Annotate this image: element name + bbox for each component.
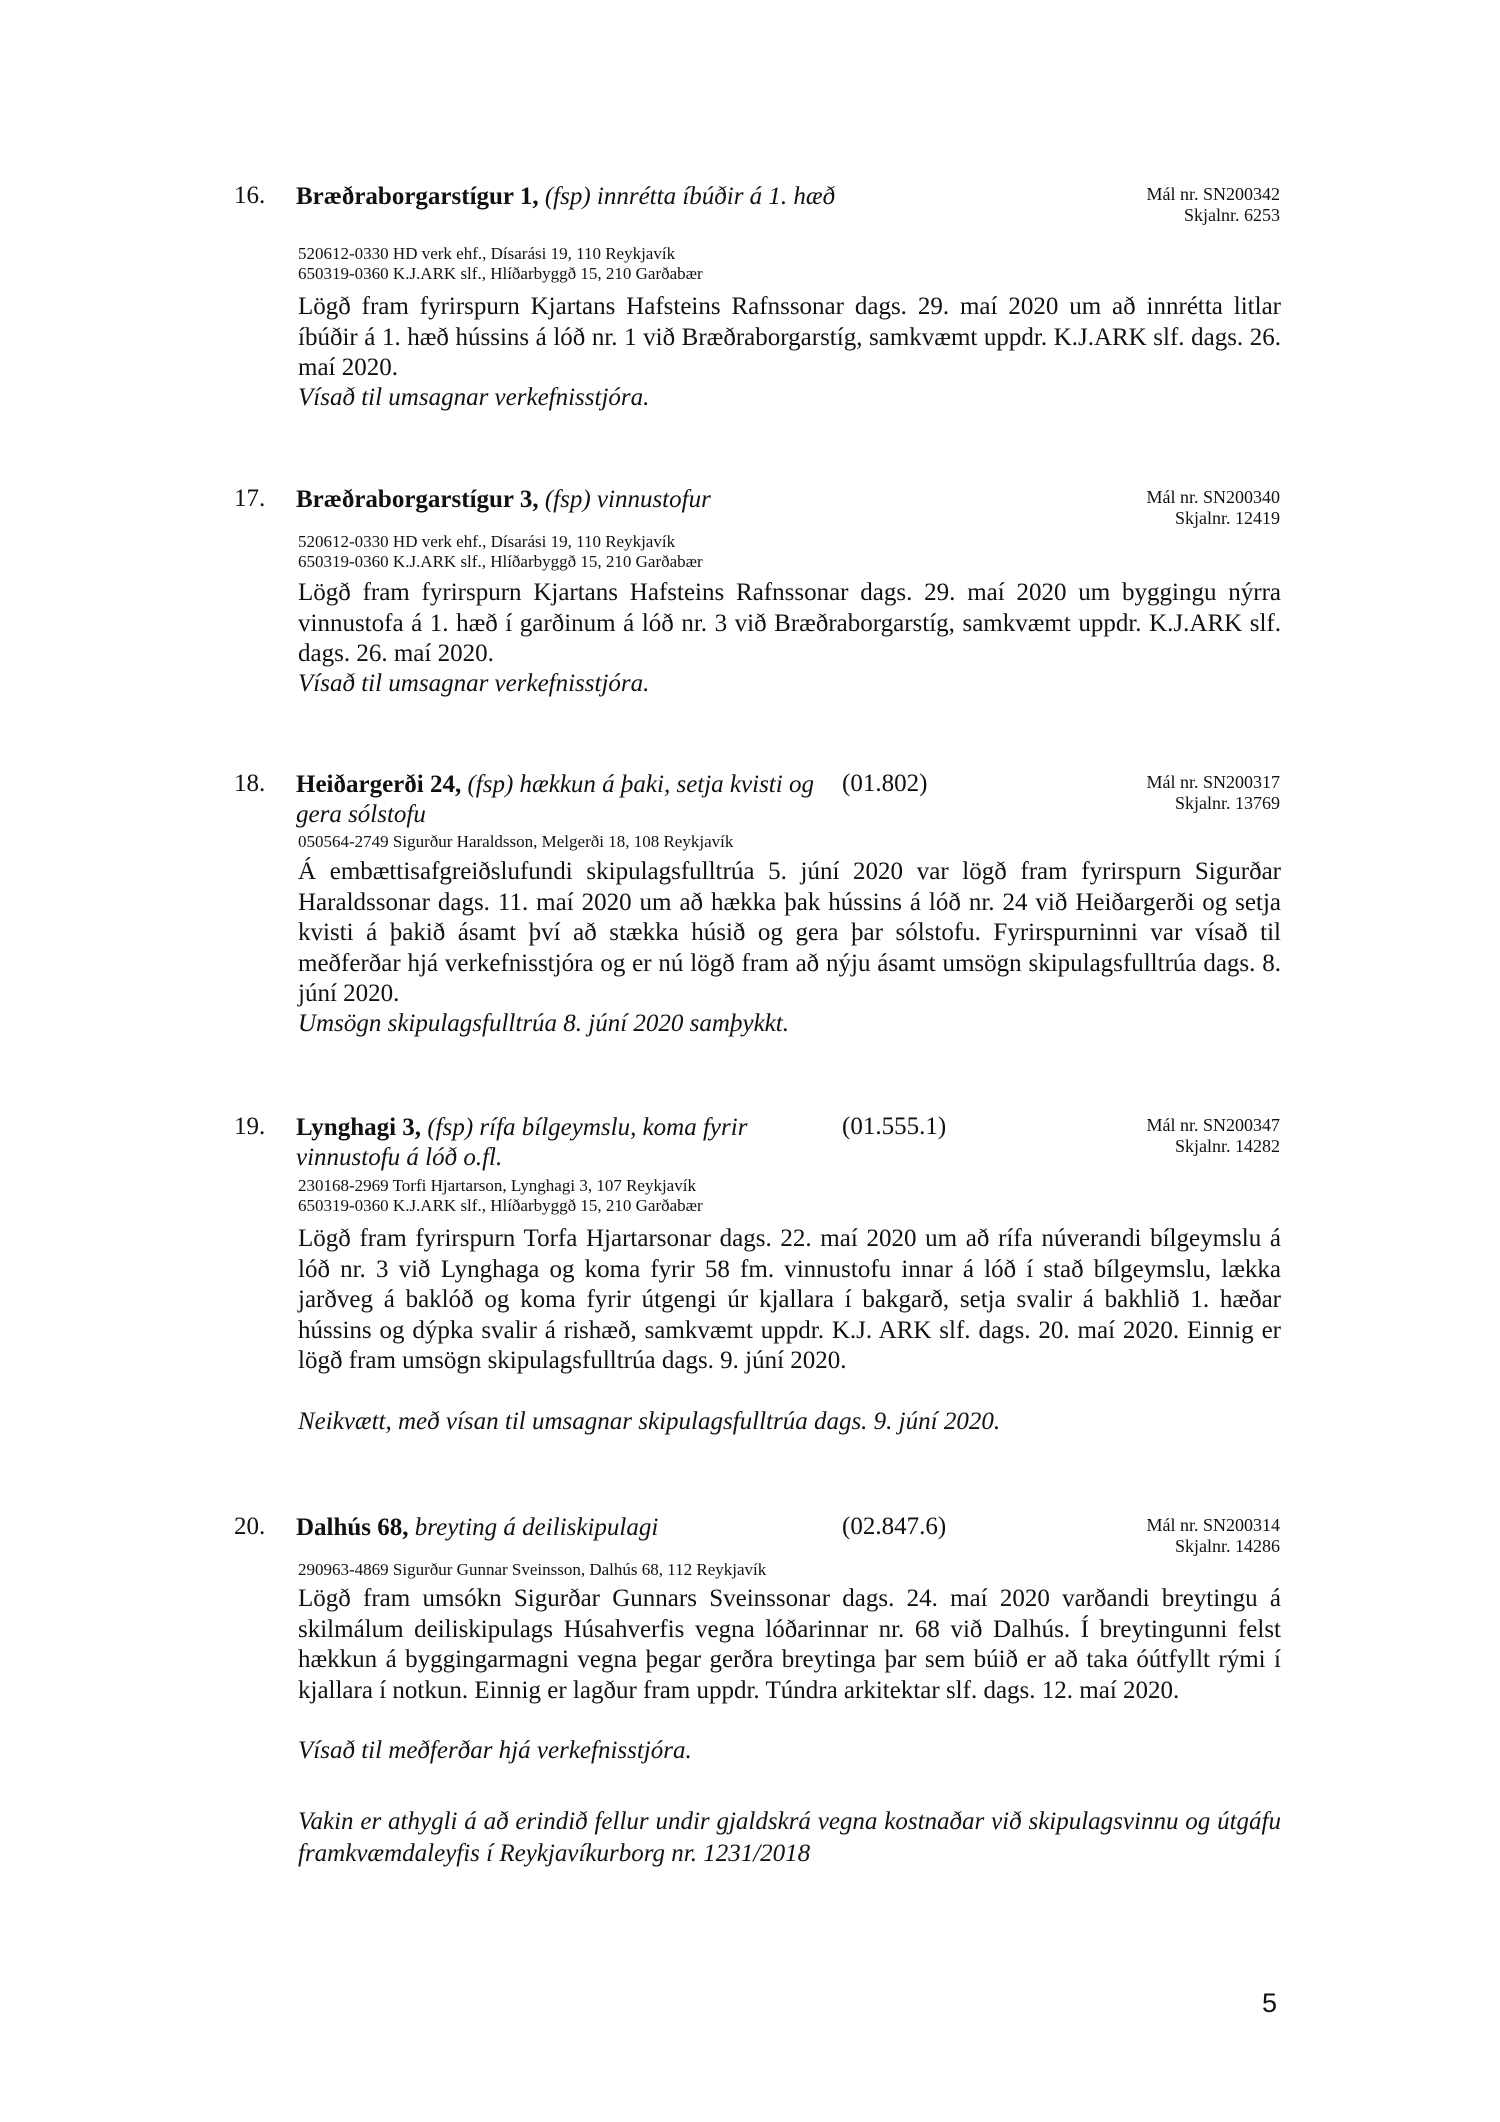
case-info (1146, 1115, 1280, 1157)
item-title (296, 1113, 836, 1173)
land-code: (02.847.6) (842, 1513, 947, 1540)
case-info (1146, 487, 1280, 529)
item-subject: (fsp) innrétta íbúðir á 1. hæð (544, 183, 836, 210)
item-number: 19. (234, 1113, 266, 1140)
item-result: Vísað til umsagnar verkefnisstjóra. (298, 670, 650, 697)
item-result: Vísað til umsagnar verkefnisstjóra. (298, 384, 650, 411)
item-address: Lynghagi 3, (296, 1114, 422, 1141)
owner-list (298, 532, 703, 572)
page-number: 5 (1262, 1988, 1278, 2018)
owner-line: 650319-0360 K.J.ARK slf., Hlíðarbyggð 15, 210 Garðabær (298, 264, 703, 283)
item-description: Lögð fram fyrirspurn Torfa Hjartarsonar dags. 22. maí 2020 um að rífa núverandi bílgeymslu á lóð nr. 3 við Lynghaga og koma fyrir 58 fm. vinnustofu innar á lóð í stað bílgeymslu, lækka jarðveg á baklóð og koma fyrir útgengi úr kjallara í bakgarð, setja svalir á bakhlið 1. hæðar hússins og dýpka svalir á rishæð, samkvæmt uppdr. K.J. ARK slf. dags. 20. maí 2020. Einnig er lögð fram umsögn skipulagsfulltrúa dags. 9. júní 2020. (298, 1225, 1281, 1374)
item-description: Lögð fram umsókn Sigurðar Gunnars Sveinssonar dags. 24. maí 2020 varðandi breytingu á skilmálum deiliskipulags Húsahverfis vegna lóðarinnar nr. 68 við Dalhús. Í breytingunni felst hækkun á byggingarmagni vegna þegar gerðra breytinga þar sem búið er að taka óútfyllt rými í kjallara í notkun. Einnig er lagður fram uppdr. Túndra arkitektar slf. dags. 12. maí 2020. (298, 1585, 1281, 1704)
owner-line: 650319-0360 K.J.ARK slf., Hlíðarbyggð 15, 210 Garðabær (298, 1196, 703, 1215)
owner-line: 650319-0360 K.J.ARK slf., Hlíðarbyggð 15, 210 Garðabær (298, 552, 703, 571)
item-title (296, 182, 836, 212)
item-address: Bræðraborgarstígur 3, (296, 486, 539, 513)
case-number: Mál nr. SN200347 (1146, 1115, 1280, 1135)
case-info (1146, 1515, 1280, 1557)
item-description: Lögð fram fyrirspurn Kjartans Hafsteins Rafnssonar dags. 29. maí 2020 um að innrétta litlar íbúðir á 1. hæð hússins á lóð nr. 1 við Bræðraborgarstíg, samkvæmt uppdr. K.J.ARK slf. dags. 26. maí 2020. (298, 293, 1281, 381)
item-description: Lögð fram fyrirspurn Kjartans Hafsteins Rafnssonar dags. 29. maí 2020 um byggingu nýrra vinnustofa á 1. hæð í garðinum á lóð nr. 3 við Bræðraborgarstíg, samkvæmt uppdr. K.J.ARK slf. dags. 26. maí 2020. (298, 579, 1281, 667)
owner-line: 520612-0330 HD verk ehf., Dísarási 19, 110 Reykjavík (298, 244, 676, 263)
document-number: Skjalnr. 6253 (1183, 205, 1280, 225)
owner-line: 050564-2749 Sigurður Haraldsson, Melgerði 18, 108 Reykjavík (298, 832, 734, 851)
land-code: (01.555.1) (842, 1113, 947, 1140)
owner-line: 230168-2969 Torfi Hjartarson, Lynghagi 3, 107 Reykjavík (298, 1176, 696, 1195)
document-number: Skjalnr. 14282 (1174, 1136, 1280, 1156)
item-number: 17. (234, 485, 266, 512)
item-title (296, 1513, 836, 1543)
case-number: Mál nr. SN200317 (1146, 772, 1280, 792)
owner-list (298, 244, 703, 284)
case-number: Mál nr. SN200340 (1146, 487, 1280, 507)
case-number: Mál nr. SN200342 (1146, 184, 1280, 204)
owner-list (298, 832, 733, 852)
document-number: Skjalnr. 13769 (1174, 793, 1280, 813)
item-result: Umsögn skipulagsfulltrúa 8. júní 2020 samþykkt. (298, 1010, 789, 1037)
owner-list (298, 1176, 703, 1216)
item-address: Heiðargerði 24, (296, 771, 462, 798)
item-number: 18. (234, 770, 266, 797)
case-number: Mál nr. SN200314 (1146, 1515, 1280, 1535)
case-info (1146, 772, 1280, 814)
owner-line: 290963-4869 Sigurður Gunnar Sveinsson, Dalhús 68, 112 Reykjavík (298, 1560, 767, 1579)
item-result: Neikvætt, með vísan til umsagnar skipulagsfulltrúa dags. 9. júní 2020. (298, 1408, 1001, 1435)
case-info (1146, 184, 1280, 226)
item-number: 20. (234, 1513, 266, 1540)
owner-list (298, 1560, 766, 1580)
item-subject: (fsp) hækkun á þaki, setja kvisti og gera sólstofu (296, 771, 814, 828)
item-title (296, 770, 836, 830)
item-result: Vísað til meðferðar hjá verkefnisstjóra. (298, 1737, 692, 1764)
item-number: 16. (234, 182, 266, 209)
item-address: Bræðraborgarstígur 1, (296, 183, 539, 210)
item-subject: (fsp) rífa bílgeymslu, koma fyrir vinnustofu á lóð o.fl. (296, 1114, 748, 1171)
land-code: (01.802) (842, 770, 928, 797)
fee-notice: Vakin er athygli á að erindið fellur undir gjaldskrá vegna kostnaðar við skipulagsvinnu og útgáfu framkvæmdaleyfis í Reykjavíkurborg nr. 1231/2018 (298, 1808, 1281, 1867)
document-number: Skjalnr. 14286 (1174, 1536, 1280, 1556)
item-description: Á embættisafgreiðslufundi skipulagsfulltrúa 5. júní 2020 var lögð fram fyrirspurn Sigurðar Haraldssonar dags. 11. maí 2020 um að hækka þak hússins á lóð nr. 24 við Heiðargerði og setja kvisti á þakið ásamt því að stækka húsið og gera þar sólstofu. Fyrirspurninni var vísað til meðferðar hjá verkefnisstjóra og er nú lögð fram að nýju ásamt umsögn skipulagsfulltrúa dags. 8. júní 2020. (298, 858, 1281, 1007)
item-title (296, 485, 836, 515)
item-address: Dalhús 68, (296, 1514, 409, 1541)
item-subject: (fsp) vinnustofur (544, 486, 711, 513)
document-number: Skjalnr. 12419 (1174, 508, 1280, 528)
owner-line: 520612-0330 HD verk ehf., Dísarási 19, 110 Reykjavík (298, 532, 676, 551)
item-subject: breyting á deiliskipulagi (414, 1514, 659, 1541)
